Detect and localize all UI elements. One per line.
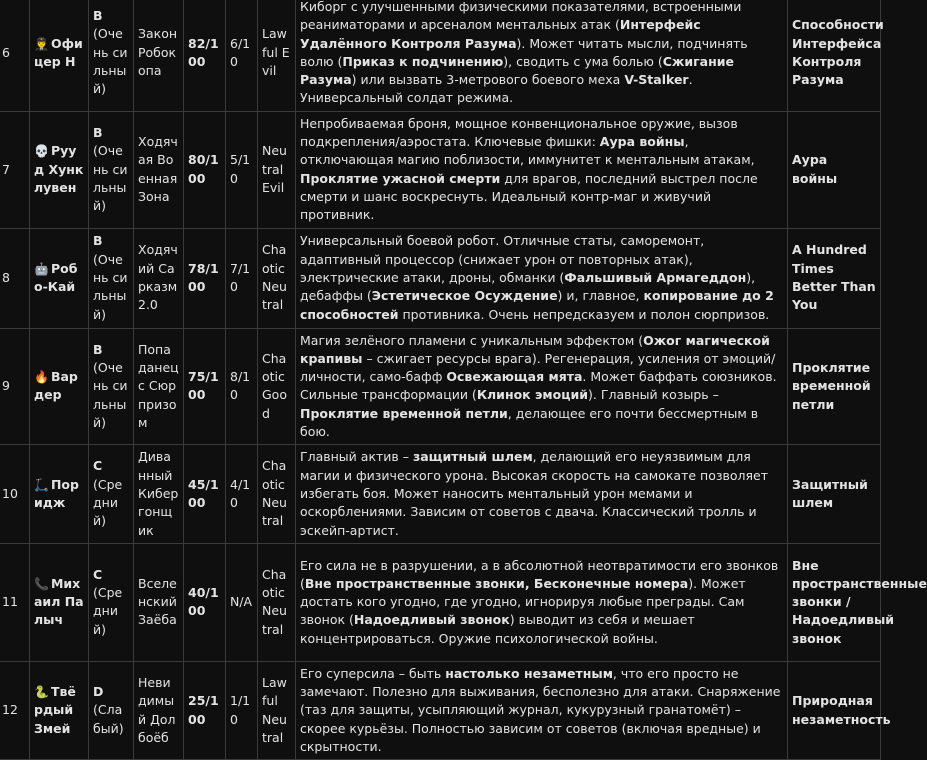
description-highlight: Эстетическое Осуждение <box>371 288 558 304</box>
row-number <box>0 328 30 445</box>
description-highlight: Фальшивый Армагеддон <box>564 269 747 285</box>
origin-text: Ходячий Сарказм 2.0 <box>138 242 178 313</box>
power-cell <box>184 328 226 445</box>
description-text: противника. Очень непредсказуем и полон сюрпризов. <box>398 306 770 322</box>
alignment-cell <box>258 0 296 111</box>
alignment-cell <box>258 543 296 661</box>
kills-cell <box>226 0 258 111</box>
description-text: ) выводит из себя и мешает концентрироваться. Оружие психологической войны. <box>300 612 695 646</box>
ability-text: A Hundred Times Better Than You <box>792 242 876 313</box>
character-name-text: Твёрдый Змей <box>34 684 76 736</box>
kills-text: 5/10 <box>230 152 251 186</box>
ability-cell <box>788 661 891 759</box>
table-row <box>0 0 881 111</box>
description-highlight: Проклятие временной петли <box>300 405 508 421</box>
kills-text: 7/10 <box>230 260 251 295</box>
origin-cell <box>134 445 184 543</box>
character-name <box>30 111 89 228</box>
character-emoji-icon: 📞 <box>34 576 49 591</box>
ability-text: Проклятие временной петли <box>792 360 871 412</box>
ability-cell <box>788 445 881 543</box>
character-name <box>30 543 89 661</box>
row-number <box>0 0 30 111</box>
row-number-text: 10 <box>2 485 18 501</box>
description-highlight: Интерфейс Удалённого Контроля Разума <box>300 17 701 51</box>
alignment-text: Chaotic Neutral <box>262 566 287 637</box>
origin-text: Ходячая Военная Зона <box>138 134 178 204</box>
description-text: Непробиваемая броня, мощное конвенциональное оружие, вызов подкрепления/аэростата. Ключевые фишки: <box>300 115 738 150</box>
origin-text: Диванный Кибергонщик <box>138 449 179 538</box>
origin-cell <box>134 328 184 445</box>
description-highlight: Приказ к подчинению <box>342 53 504 69</box>
description-text: ). Главный козырь – <box>588 387 719 403</box>
origin-text: Вселенский Заёба <box>138 575 177 628</box>
character-name-text: Михаил Палыч <box>34 575 84 628</box>
character-name-text: Вардер <box>34 369 78 403</box>
alignment-cell <box>258 445 296 543</box>
rank-letter: C <box>93 566 103 582</box>
origin-text: Закон Робокопа <box>138 26 178 79</box>
rank-description: (Слабый) <box>93 702 124 736</box>
rank-letter: B <box>93 233 103 249</box>
row-number <box>0 228 30 328</box>
row-number <box>0 111 30 228</box>
description-text: ). Может читать мысли, подчинять волю ( <box>300 35 748 69</box>
ability-text: Защитный шлем <box>792 476 868 511</box>
description-text: Его сила не в разрушении, а в абсолютной неотвратимости его звонков ( <box>300 557 779 591</box>
description-cell <box>296 228 788 328</box>
description-cell <box>296 0 788 111</box>
rank-description: (Очень сильный) <box>93 143 128 214</box>
row-number <box>0 661 30 759</box>
rank-description: (Очень сильный) <box>93 251 128 322</box>
description-text: Магия зелёного пламени с уникальным эффектом ( <box>300 332 644 348</box>
description-text: . Универсальный солдат режима. <box>300 72 693 106</box>
row-number-text: 12 <box>2 702 18 718</box>
character-emoji-icon: 🐍 <box>34 685 49 700</box>
origin-text: Попаданец с Сюрпризом <box>138 341 179 430</box>
rank-letter: B <box>93 341 103 357</box>
alignment-text: Neutral Evil <box>262 143 287 195</box>
rank-cell <box>89 111 134 228</box>
description-text: для врагов, последний выстрел после смерти и шанс воскреснуть. Идеальный контр-маг и живучий противник. <box>300 170 758 223</box>
kills-cell <box>226 328 258 445</box>
ability-text: Аура войны <box>792 152 838 186</box>
character-name <box>30 661 89 759</box>
character-emoji-icon: 🛴 <box>34 477 49 492</box>
description-text: , отключающая магию поблизости, иммунитет к ментальным атакам, <box>300 134 755 168</box>
origin-cell <box>134 228 184 328</box>
rank-letter: B <box>93 124 103 140</box>
description-text: ) и, главное, <box>557 288 644 304</box>
description-highlight: копирование до 2 способностей <box>300 288 774 322</box>
description-cell <box>296 111 788 228</box>
rank-letter: D <box>93 684 104 700</box>
power-cell <box>184 543 226 661</box>
row-number-text: 8 <box>2 269 10 285</box>
row-number-text: 7 <box>2 161 10 177</box>
power-cell <box>184 228 226 328</box>
power-score: 78/100 <box>188 260 219 295</box>
power-cell <box>184 0 226 111</box>
ability-text: Вне пространственные звонки / Надоедливый звонок <box>792 557 927 646</box>
power-cell <box>184 661 226 759</box>
origin-cell <box>134 111 184 228</box>
kills-text: N/A <box>230 594 253 610</box>
character-emoji-icon: 🤖 <box>34 261 49 276</box>
rank-letter: B <box>93 8 103 24</box>
character-name <box>30 445 89 543</box>
table-row <box>0 543 881 661</box>
description-highlight: Освежающая мята <box>446 369 583 385</box>
alignment-text: Lawful Evil <box>262 26 290 79</box>
kills-cell <box>226 543 258 661</box>
description-highlight: Проклятие ужасной смерти <box>300 170 501 186</box>
description-highlight: настолько незаметным <box>445 665 613 681</box>
ability-cell <box>788 228 881 328</box>
description-cell <box>296 445 788 543</box>
power-score: 82/100 <box>188 35 219 69</box>
power-score: 45/100 <box>188 476 219 511</box>
row-number <box>0 543 30 661</box>
description-text: ), дебаффы ( <box>300 269 756 304</box>
row-number-text: 6 <box>2 44 10 60</box>
rank-cell <box>89 0 134 111</box>
rank-cell <box>89 445 134 543</box>
table-row <box>0 228 881 328</box>
description-text: Главный актив – <box>300 449 413 465</box>
character-emoji-icon: 🔥 <box>34 370 49 385</box>
origin-cell <box>134 0 184 111</box>
character-emoji-icon: 💀 <box>34 144 49 159</box>
ability-cell <box>788 0 884 111</box>
ability-text: Способности Интерфейса Контроля Разума <box>792 17 884 88</box>
rank-description: (Очень сильный) <box>93 26 128 97</box>
power-cell <box>184 445 226 543</box>
character-name-text: Робо-Кай <box>34 260 78 295</box>
power-cell <box>184 111 226 228</box>
character-name <box>30 328 89 445</box>
ability-cell <box>788 328 881 445</box>
origin-cell <box>134 661 184 759</box>
alignment-text: Chaotic Neutral <box>262 242 287 313</box>
description-highlight: Надоедливый звонок <box>353 612 510 628</box>
kills-cell <box>226 111 258 228</box>
description-text: . Может баффать союзников. Сильные трансформации ( <box>300 369 777 403</box>
description-highlight: защитный шлем <box>412 449 533 465</box>
description-text: ), сводить с ума болью ( <box>503 53 663 69</box>
character-name-text: Рууд Хунклувен <box>34 143 84 195</box>
kills-cell <box>226 445 258 543</box>
kills-text: 1/10 <box>230 693 251 727</box>
character-emoji-icon: 👨‍✈️ <box>34 36 49 51</box>
description-text: , делающее его почти бессмертным в бою. <box>300 405 759 440</box>
description-text: – сжигает ресурсы врага). Регенерация, усиления от эмоций/личности, само-бафф <box>300 350 776 385</box>
rank-cell <box>89 328 134 445</box>
row-number-text: 11 <box>2 594 18 610</box>
description-highlight: Сжигание Разума <box>300 53 734 88</box>
kills-cell <box>226 661 258 759</box>
alignment-cell <box>258 228 296 328</box>
description-text: Киборг с улучшенными физическими показателями, встроенными реаниматорами и арсеналом ментальных атак ( <box>300 0 742 33</box>
description-text: , делающий его неуязвимым для магии и физического урона. Высокая скорость на самокате позволяет избегать боя. Может наносить ментальный урон мемами и оскорблениями. Зависим от советов с двача. Классический тролль и эскейп-артист. <box>300 449 768 538</box>
character-name-text: Поридж <box>34 476 79 511</box>
table-row <box>0 661 881 759</box>
description-text: , что его просто не замечают. Полезно для выживания, бесполезно для атаки. Снаряжение (таз для защиты, усыпляющий журнал, кукурузный гранатомёт) – скорее курьёзы. Полностью зависим от советов (включая вредные) и скрытности. <box>300 665 781 755</box>
table-row <box>0 445 881 543</box>
power-score: 75/100 <box>188 369 219 403</box>
alignment-cell <box>258 328 296 445</box>
ability-cell <box>788 543 927 661</box>
description-text: Его суперсила – быть <box>300 665 446 681</box>
rank-cell <box>89 661 134 759</box>
kills-text: 4/10 <box>230 476 251 511</box>
character-name-text: Офицер Н <box>34 35 83 69</box>
description-text: Универсальный боевой робот. Отличные статы, саморемонт, адаптивный процессор (снижает урон от повторных атак), электрические атаки, дроны, обманки ( <box>300 233 705 285</box>
description-text: ) или вызвать 3-метрового боевого меха <box>351 72 625 88</box>
kills-text: 8/10 <box>230 369 251 403</box>
rank-cell <box>89 543 134 661</box>
character-name <box>30 228 89 328</box>
description-text: ). Может достать кого угодно, где угодно, игнорируя любые преграды. Сам звонок ( <box>300 575 746 628</box>
kills-cell <box>226 228 258 328</box>
character-name <box>30 0 89 111</box>
rank-letter: C <box>93 458 103 474</box>
description-highlight: V-Stalker <box>624 72 689 88</box>
description-cell <box>296 661 788 759</box>
alignment-text: Chaotic Neutral <box>262 458 287 529</box>
rank-description: (Средний) <box>93 476 123 529</box>
row-number <box>0 445 30 543</box>
alignment-text: Lawful Neutral <box>262 674 287 745</box>
kills-text: 6/10 <box>230 35 251 69</box>
description-highlight: Ожог магической крапивы <box>300 332 770 366</box>
table-row <box>0 328 881 445</box>
power-score: 40/100 <box>188 585 219 619</box>
origin-cell <box>134 543 184 661</box>
description-cell <box>296 543 788 661</box>
origin-text: Невидимый Долбоёб <box>138 674 176 745</box>
description-highlight: Аура войны <box>599 134 685 150</box>
rank-description: (Очень сильный) <box>93 360 128 430</box>
power-score: 80/100 <box>188 152 219 186</box>
ability-text: Природная незаметность <box>792 693 891 727</box>
description-highlight: Клинок эмоций <box>476 387 589 403</box>
rank-description: (Средний) <box>93 585 123 637</box>
ability-cell <box>788 111 881 228</box>
rank-cell <box>89 228 134 328</box>
alignment-text: Chaotic Good <box>262 350 287 421</box>
alignment-cell <box>258 111 296 228</box>
description-highlight: Вне пространственные звонки, Бесконечные номера <box>304 575 689 591</box>
power-score: 25/100 <box>188 693 219 727</box>
row-number-text: 9 <box>2 378 10 394</box>
description-cell <box>296 328 788 445</box>
alignment-cell <box>258 661 296 759</box>
table-row <box>0 111 881 228</box>
